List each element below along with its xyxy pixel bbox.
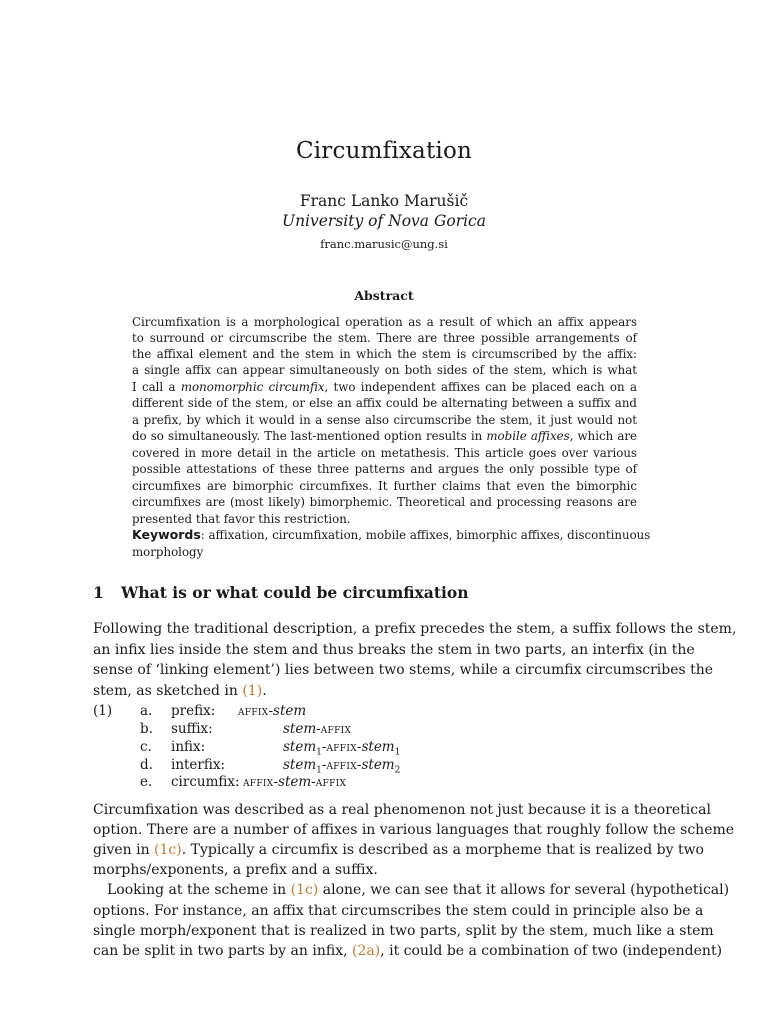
body-line: sense of ‘linking element’) lies between two stems, while a circumfix circumscribes the xyxy=(93,662,714,678)
subscript: 1 xyxy=(316,765,322,776)
example-letter: a. xyxy=(140,703,153,719)
body-line: options. For instance, an affix that circumscribes the stem could in principle also be a xyxy=(93,903,704,919)
emphasis: mobile affixes xyxy=(486,429,570,443)
example-form: affix-stem-affix xyxy=(243,774,347,790)
example-label: interfix: xyxy=(171,757,226,773)
body-line xyxy=(93,941,723,961)
example-reference-link[interactable]: (1c) xyxy=(290,882,319,898)
body-line xyxy=(93,840,704,860)
abstract-line: covered in more detail in the article on metathesis. This article goes over various xyxy=(132,446,637,460)
abstract-line: a prefix, by which it would in a sense also circumscribe the stem, it just would not xyxy=(132,413,637,427)
example-form: affix-stem xyxy=(238,703,307,719)
section-title: What is or what could be circumfixation xyxy=(121,583,469,602)
author-email[interactable]: franc.marusic@ung.si xyxy=(320,237,448,251)
keywords-label: Keywords xyxy=(132,527,201,542)
example-form: stem-affix xyxy=(283,721,352,737)
example-number: (1) xyxy=(93,703,113,719)
body-line: Following the traditional description, a prefix precedes the stem, a suffix follows the stem, xyxy=(93,621,737,637)
example-label: infix: xyxy=(171,739,206,755)
affix-text: affix xyxy=(326,757,357,773)
subscript: 2 xyxy=(394,765,401,776)
body-line: single morph/exponent that is realized in two parts, split by the stem, much like a stem xyxy=(93,923,714,939)
text-run: , which are xyxy=(569,429,637,443)
keywords-line xyxy=(132,527,651,543)
stem-text: stem xyxy=(273,703,307,719)
body-line: option. There are a number of affixes in various languages that roughly follow the scheme xyxy=(93,822,735,838)
text-run: . Typically a circumfix is described as a morpheme that is realized by two xyxy=(181,842,704,858)
example-reference-link[interactable]: (1) xyxy=(242,683,263,699)
text-run: Looking at the scheme in xyxy=(107,882,291,898)
affix-text: affix xyxy=(238,703,269,719)
example-form: stem$_1$-affix-stem$_1$ xyxy=(283,739,401,758)
abstract-line: possible attestations of these three patterns and argues the only possible type of xyxy=(132,462,637,476)
abstract-line xyxy=(132,428,637,444)
example-reference-link[interactable]: (2a) xyxy=(352,943,381,959)
emphasis: monomorphic circumfix xyxy=(180,380,325,394)
text-run: , two independent affixes can be placed each on a xyxy=(324,380,637,394)
stem-text: stem xyxy=(283,757,317,773)
example-letter: e. xyxy=(140,774,153,790)
text-run: given in xyxy=(93,842,155,858)
subscript: 1 xyxy=(316,747,322,758)
body-line: Circumfixation was described as a real phenomenon not just because it is a theoretical xyxy=(93,802,711,818)
body-line xyxy=(93,681,675,701)
body-line xyxy=(107,880,730,900)
text-run: , it could be a combination of two (independent) xyxy=(380,943,723,959)
stem-text: stem xyxy=(283,739,317,755)
stem-text: stem xyxy=(361,739,395,755)
body-line: morphs/exponents, a prefix and a suffix. xyxy=(93,862,378,878)
section-number: 1 xyxy=(93,583,104,602)
affix-text: affix xyxy=(326,739,357,755)
example-letter: c. xyxy=(140,739,152,755)
abstract-line: a single affix can appear simultaneously on both sides of the stem, which is what xyxy=(132,363,637,377)
keywords-line: morphology xyxy=(132,545,204,559)
text-run: do so simultaneously. The last-mentioned option results in xyxy=(132,429,487,443)
abstract-line xyxy=(132,379,637,395)
abstract-line: different side of the stem, or else an affix could be alternating between a suffix and xyxy=(132,396,637,410)
paper-title: Circumfixation xyxy=(295,138,473,164)
keywords-text: : affixation, circumfixation, mobile affixes, bimorphic affixes, discontinuous xyxy=(200,528,651,542)
text-run: alone, we can see that it allows for several (hypothetical) xyxy=(318,882,730,898)
body-line: an infix lies inside the stem and thus breaks the stem in two parts, an interfix (in the xyxy=(93,642,695,658)
abstract-line: to surround or circumscribe the stem. There are three possible arrangements of xyxy=(132,331,637,345)
affix-text: affix xyxy=(315,774,347,790)
text-run: stem, as sketched in xyxy=(93,683,243,699)
abstract-line: Circumfixation is a morphological operation as a result of which an affix appears xyxy=(132,315,637,329)
example-form: stem$_1$-affix-stem$_2$ xyxy=(283,757,401,776)
stem-text: stem xyxy=(278,774,312,790)
author-name: Franc Lanko Marušič xyxy=(299,192,469,210)
example-letter: b. xyxy=(140,721,153,737)
abstract-line: circumfixes are bimorphic circumfixes. It further claims that even the bimorphic xyxy=(132,479,637,493)
text-run: I call a xyxy=(132,380,181,394)
stem-text: stem xyxy=(283,721,317,737)
example-label: suffix: xyxy=(171,721,213,737)
example-letter: d. xyxy=(140,757,153,773)
abstract-line: presented that favor this restriction. xyxy=(132,512,351,526)
author-affiliation: University of Nova Gorica xyxy=(282,212,486,230)
abstract-line: circumfixes are (most likely) bimorphemic. Theoretical and processing reasons are xyxy=(132,495,637,509)
example-reference-link[interactable]: (1c) xyxy=(154,842,182,858)
abstract-line: the affixal element and the stem in which the stem is circumscribed by the affix: xyxy=(132,347,637,361)
example-label: circumfix: xyxy=(171,774,240,790)
subscript: 1 xyxy=(394,747,401,758)
example-label: prefix: xyxy=(171,703,216,719)
abstract-heading: Abstract xyxy=(354,288,414,303)
affix-text: affix xyxy=(320,721,352,737)
text-run: . xyxy=(262,683,267,699)
text-run: can be split in two parts by an infix, xyxy=(93,943,352,959)
affix-text: affix xyxy=(243,774,274,790)
stem-text: stem xyxy=(361,757,395,773)
